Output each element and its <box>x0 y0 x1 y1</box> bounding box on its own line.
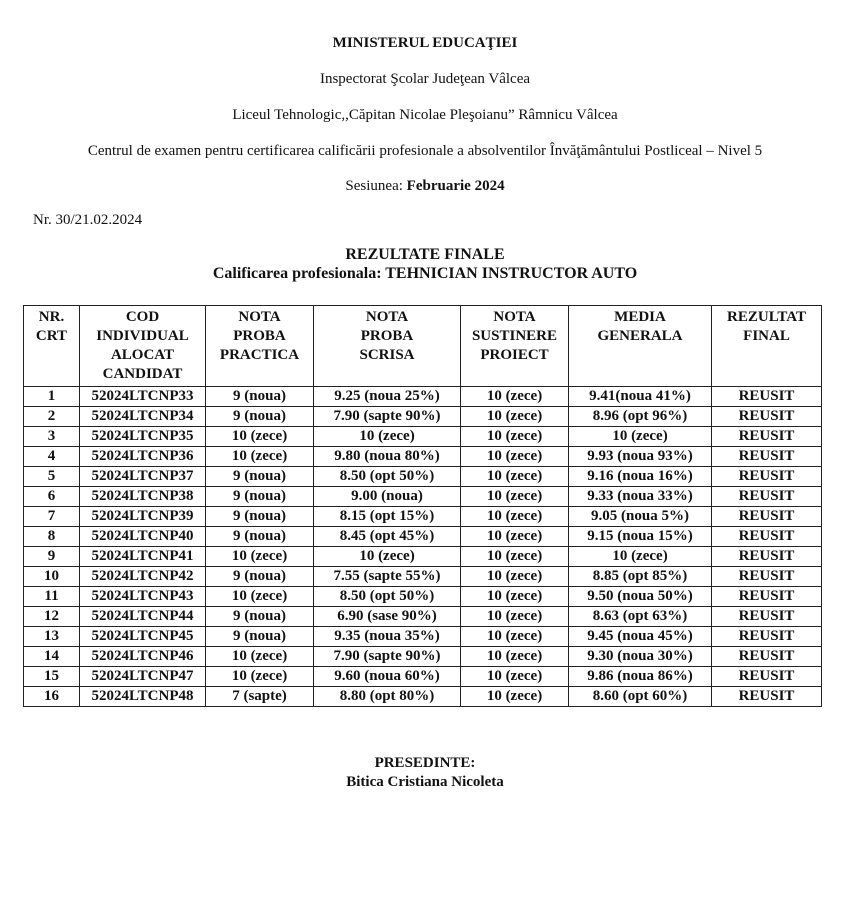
table-row <box>24 547 822 567</box>
table-row <box>24 687 822 707</box>
col-candidate-code-cell: 52024LTCNP40 <box>80 527 206 547</box>
col-practical-grade-cell: 10 (zece) <box>206 427 314 447</box>
col-final-result-cell: REUSIT <box>712 447 822 467</box>
col-nr-crt-cell: 14 <box>24 647 80 667</box>
table-row <box>24 507 822 527</box>
col-nr-crt-cell: 12 <box>24 607 80 627</box>
col-written-grade-header <box>314 306 461 387</box>
col-general-average-cell: 10 (zece) <box>569 427 712 447</box>
session-line <box>0 178 850 195</box>
table-row <box>24 467 822 487</box>
header-line: CRT <box>35 328 68 344</box>
col-nr-crt-cell: 16 <box>24 687 80 707</box>
col-written-grade-cell: 10 (zece) <box>314 427 461 447</box>
col-written-grade-cell: 7.90 (sapte 90%) <box>314 407 461 427</box>
header-line: COD <box>125 309 160 325</box>
col-nr-crt-cell: 9 <box>24 547 80 567</box>
president-name: Bitica Cristiana Nicoleta <box>346 774 504 790</box>
col-final-result-cell: REUSIT <box>712 587 822 607</box>
col-nr-crt-cell: 5 <box>24 467 80 487</box>
col-general-average-cell: 9.41(noua 41%) <box>569 387 712 407</box>
col-candidate-code-cell: 52024LTCNP42 <box>80 567 206 587</box>
session-value: Februarie 2024 <box>406 178 505 194</box>
col-practical-grade-cell: 9 (noua) <box>206 487 314 507</box>
col-general-average-cell: 9.30 (noua 30%) <box>569 647 712 667</box>
col-general-average-cell: 9.05 (noua 5%) <box>569 507 712 527</box>
table-row <box>24 567 822 587</box>
table-row <box>24 607 822 627</box>
col-general-average-cell: 9.93 (noua 93%) <box>569 447 712 467</box>
col-final-result-cell: REUSIT <box>712 487 822 507</box>
col-practical-grade-cell: 9 (noua) <box>206 627 314 647</box>
header-line: PRACTICA <box>219 347 300 363</box>
col-general-average-cell: 9.86 (noua 86%) <box>569 667 712 687</box>
header-line: NR. <box>38 309 65 325</box>
col-project-grade-cell: 10 (zece) <box>461 427 569 447</box>
col-candidate-code-cell: 52024LTCNP48 <box>80 687 206 707</box>
col-general-average-cell: 9.33 (noua 33%) <box>569 487 712 507</box>
col-written-grade-cell: 9.00 (noua) <box>314 487 461 507</box>
col-nr-crt-cell: 10 <box>24 567 80 587</box>
col-written-grade-cell: 6.90 (sase 90%) <box>314 607 461 627</box>
header-line: PROBA <box>233 328 286 344</box>
col-project-grade-cell: 10 (zece) <box>461 527 569 547</box>
col-final-result-cell: REUSIT <box>712 647 822 667</box>
results-table <box>23 305 822 707</box>
col-final-result-header <box>712 306 822 387</box>
col-written-grade-cell: 8.80 (opt 80%) <box>314 687 461 707</box>
col-written-grade-cell: 10 (zece) <box>314 547 461 567</box>
col-final-result-cell: REUSIT <box>712 627 822 647</box>
col-practical-grade-cell: 7 (sapte) <box>206 687 314 707</box>
col-written-grade-cell: 9.80 (noua 80%) <box>314 447 461 467</box>
col-practical-grade-cell: 10 (zece) <box>206 447 314 467</box>
col-practical-grade-cell: 10 (zece) <box>206 667 314 687</box>
col-candidate-code-cell: 52024LTCNP47 <box>80 667 206 687</box>
col-project-grade-cell: 10 (zece) <box>461 467 569 487</box>
col-general-average-cell: 9.16 (noua 16%) <box>569 467 712 487</box>
col-written-grade-cell: 8.50 (opt 50%) <box>314 467 461 487</box>
col-general-average-cell: 9.45 (noua 45%) <box>569 627 712 647</box>
col-written-grade-cell: 7.55 (sapte 55%) <box>314 567 461 587</box>
col-final-result-cell: REUSIT <box>712 667 822 687</box>
col-project-grade-cell: 10 (zece) <box>461 407 569 427</box>
session-label: Sesiunea: <box>345 178 403 194</box>
col-nr-crt-cell: 1 <box>24 387 80 407</box>
col-candidate-code-cell: 52024LTCNP33 <box>80 387 206 407</box>
col-project-grade-cell: 10 (zece) <box>461 687 569 707</box>
table-row <box>24 667 822 687</box>
col-general-average-cell: 8.96 (opt 96%) <box>569 407 712 427</box>
table-header-row <box>24 306 822 387</box>
table-row <box>24 647 822 667</box>
table-row <box>24 447 822 467</box>
col-candidate-code-cell: 52024LTCNP37 <box>80 467 206 487</box>
registration-number: Nr. 30/21.02.2024 <box>33 212 143 228</box>
col-written-grade-cell: 8.50 (opt 50%) <box>314 587 461 607</box>
col-nr-crt-cell: 4 <box>24 447 80 467</box>
col-general-average-cell: 8.60 (opt 60%) <box>569 687 712 707</box>
header-line: SUSTINERE <box>471 328 558 344</box>
header-line: NOTA <box>365 309 409 325</box>
col-general-average-header <box>569 306 712 387</box>
col-final-result-cell: REUSIT <box>712 507 822 527</box>
col-written-grade-cell: 8.45 (opt 45%) <box>314 527 461 547</box>
col-project-grade-cell: 10 (zece) <box>461 647 569 667</box>
col-written-grade-cell: 9.25 (noua 25%) <box>314 387 461 407</box>
col-final-result-cell: REUSIT <box>712 607 822 627</box>
header-line: NOTA <box>238 309 281 325</box>
col-project-grade-cell: 10 (zece) <box>461 447 569 467</box>
col-final-result-cell: REUSIT <box>712 567 822 587</box>
col-nr-crt-cell: 15 <box>24 667 80 687</box>
header-line: FINAL <box>743 328 790 344</box>
col-final-result-cell: REUSIT <box>712 387 822 407</box>
col-candidate-code-cell: 52024LTCNP35 <box>80 427 206 447</box>
table-row <box>24 407 822 427</box>
col-final-result-cell: REUSIT <box>712 407 822 427</box>
col-candidate-code-cell: 52024LTCNP46 <box>80 647 206 667</box>
col-candidate-code-cell: 52024LTCNP45 <box>80 627 206 647</box>
header-line: REZULTAT <box>727 309 806 325</box>
col-candidate-code-cell: 52024LTCNP39 <box>80 507 206 527</box>
col-candidate-code-cell: 52024LTCNP34 <box>80 407 206 427</box>
col-nr-crt-cell: 3 <box>24 427 80 447</box>
col-practical-grade-cell: 10 (zece) <box>206 587 314 607</box>
col-candidate-code-cell: 52024LTCNP44 <box>80 607 206 627</box>
col-written-grade-cell: 7.90 (sapte 90%) <box>314 647 461 667</box>
col-project-grade-cell: 10 (zece) <box>461 667 569 687</box>
col-practical-grade-cell: 9 (noua) <box>206 607 314 627</box>
col-candidate-code-cell: 52024LTCNP38 <box>80 487 206 507</box>
header-line: PROBA <box>360 328 414 344</box>
col-general-average-cell: 8.63 (opt 63%) <box>569 607 712 627</box>
col-final-result-cell: REUSIT <box>712 527 822 547</box>
col-written-grade-cell: 8.15 (opt 15%) <box>314 507 461 527</box>
president-title: PRESEDINTE: <box>374 755 476 771</box>
header-line: MEDIA <box>614 309 666 325</box>
col-project-grade-cell: 10 (zece) <box>461 607 569 627</box>
header-line: SCRISA <box>359 347 415 363</box>
col-nr-crt-cell: 11 <box>24 587 80 607</box>
col-candidate-code-cell: 52024LTCNP43 <box>80 587 206 607</box>
col-practical-grade-cell: 9 (noua) <box>206 527 314 547</box>
col-nr-crt-cell: 6 <box>24 487 80 507</box>
col-practical-grade-cell: 9 (noua) <box>206 507 314 527</box>
table-row <box>24 627 822 647</box>
col-practical-grade-header <box>206 306 314 387</box>
results-title: REZULTATE FINALE <box>345 246 505 263</box>
col-practical-grade-cell: 10 (zece) <box>206 547 314 567</box>
col-practical-grade-cell: 10 (zece) <box>206 647 314 667</box>
ministry-title: MINISTERUL EDUCAŢIEI <box>332 35 518 51</box>
col-project-grade-cell: 10 (zece) <box>461 627 569 647</box>
col-final-result-cell: REUSIT <box>712 687 822 707</box>
header-line: ALOCAT <box>110 347 175 363</box>
col-nr-crt-cell: 8 <box>24 527 80 547</box>
col-candidate-code-header <box>80 306 206 387</box>
header-line: PROIECT <box>480 347 549 363</box>
header-line: NOTA <box>493 309 536 325</box>
col-general-average-cell: 9.15 (noua 15%) <box>569 527 712 547</box>
table-row <box>24 487 822 507</box>
col-nr-crt-cell: 13 <box>24 627 80 647</box>
inspectorate-name: Inspectorat Şcolar Judeţean Vâlcea <box>319 71 531 87</box>
table-body <box>24 387 822 707</box>
qualification-title: Calificarea profesionala: TEHNICIAN INSTRUCTOR AUTO <box>212 265 638 282</box>
header-line: GENERALA <box>597 328 683 344</box>
col-written-grade-cell: 9.35 (noua 35%) <box>314 627 461 647</box>
col-practical-grade-cell: 9 (noua) <box>206 407 314 427</box>
col-project-grade-cell: 10 (zece) <box>461 547 569 567</box>
col-general-average-cell: 10 (zece) <box>569 547 712 567</box>
header-line: INDIVIDUAL <box>96 328 189 344</box>
col-practical-grade-cell: 9 (noua) <box>206 387 314 407</box>
table-row <box>24 587 822 607</box>
col-final-result-cell: REUSIT <box>712 467 822 487</box>
exam-center-description: Centrul de examen pentru certificarea calificării profesionale a absolventilor Învăţământului Postliceal – Nivel 5 <box>87 143 763 159</box>
col-project-grade-header <box>461 306 569 387</box>
col-practical-grade-cell: 9 (noua) <box>206 567 314 587</box>
col-project-grade-cell: 10 (zece) <box>461 487 569 507</box>
col-nr-crt-cell: 7 <box>24 507 80 527</box>
col-general-average-cell: 8.85 (opt 85%) <box>569 567 712 587</box>
col-final-result-cell: REUSIT <box>712 547 822 567</box>
col-candidate-code-cell: 52024LTCNP36 <box>80 447 206 467</box>
table-row <box>24 387 822 407</box>
col-project-grade-cell: 10 (zece) <box>461 567 569 587</box>
col-candidate-code-cell: 52024LTCNP41 <box>80 547 206 567</box>
col-project-grade-cell: 10 (zece) <box>461 507 569 527</box>
col-general-average-cell: 9.50 (noua 50%) <box>569 587 712 607</box>
table-row <box>24 527 822 547</box>
table-row <box>24 427 822 447</box>
header-line: CANDIDAT <box>102 366 183 382</box>
col-written-grade-cell: 9.60 (noua 60%) <box>314 667 461 687</box>
col-project-grade-cell: 10 (zece) <box>461 387 569 407</box>
col-final-result-cell: REUSIT <box>712 427 822 447</box>
col-nr-crt-cell: 2 <box>24 407 80 427</box>
highschool-name: Liceul Tehnologic,,Căpitan Nicolae Pleşoianu” Râmnicu Vâlcea <box>232 107 618 123</box>
col-nr-crt-header <box>24 306 80 387</box>
col-practical-grade-cell: 9 (noua) <box>206 467 314 487</box>
col-project-grade-cell: 10 (zece) <box>461 587 569 607</box>
